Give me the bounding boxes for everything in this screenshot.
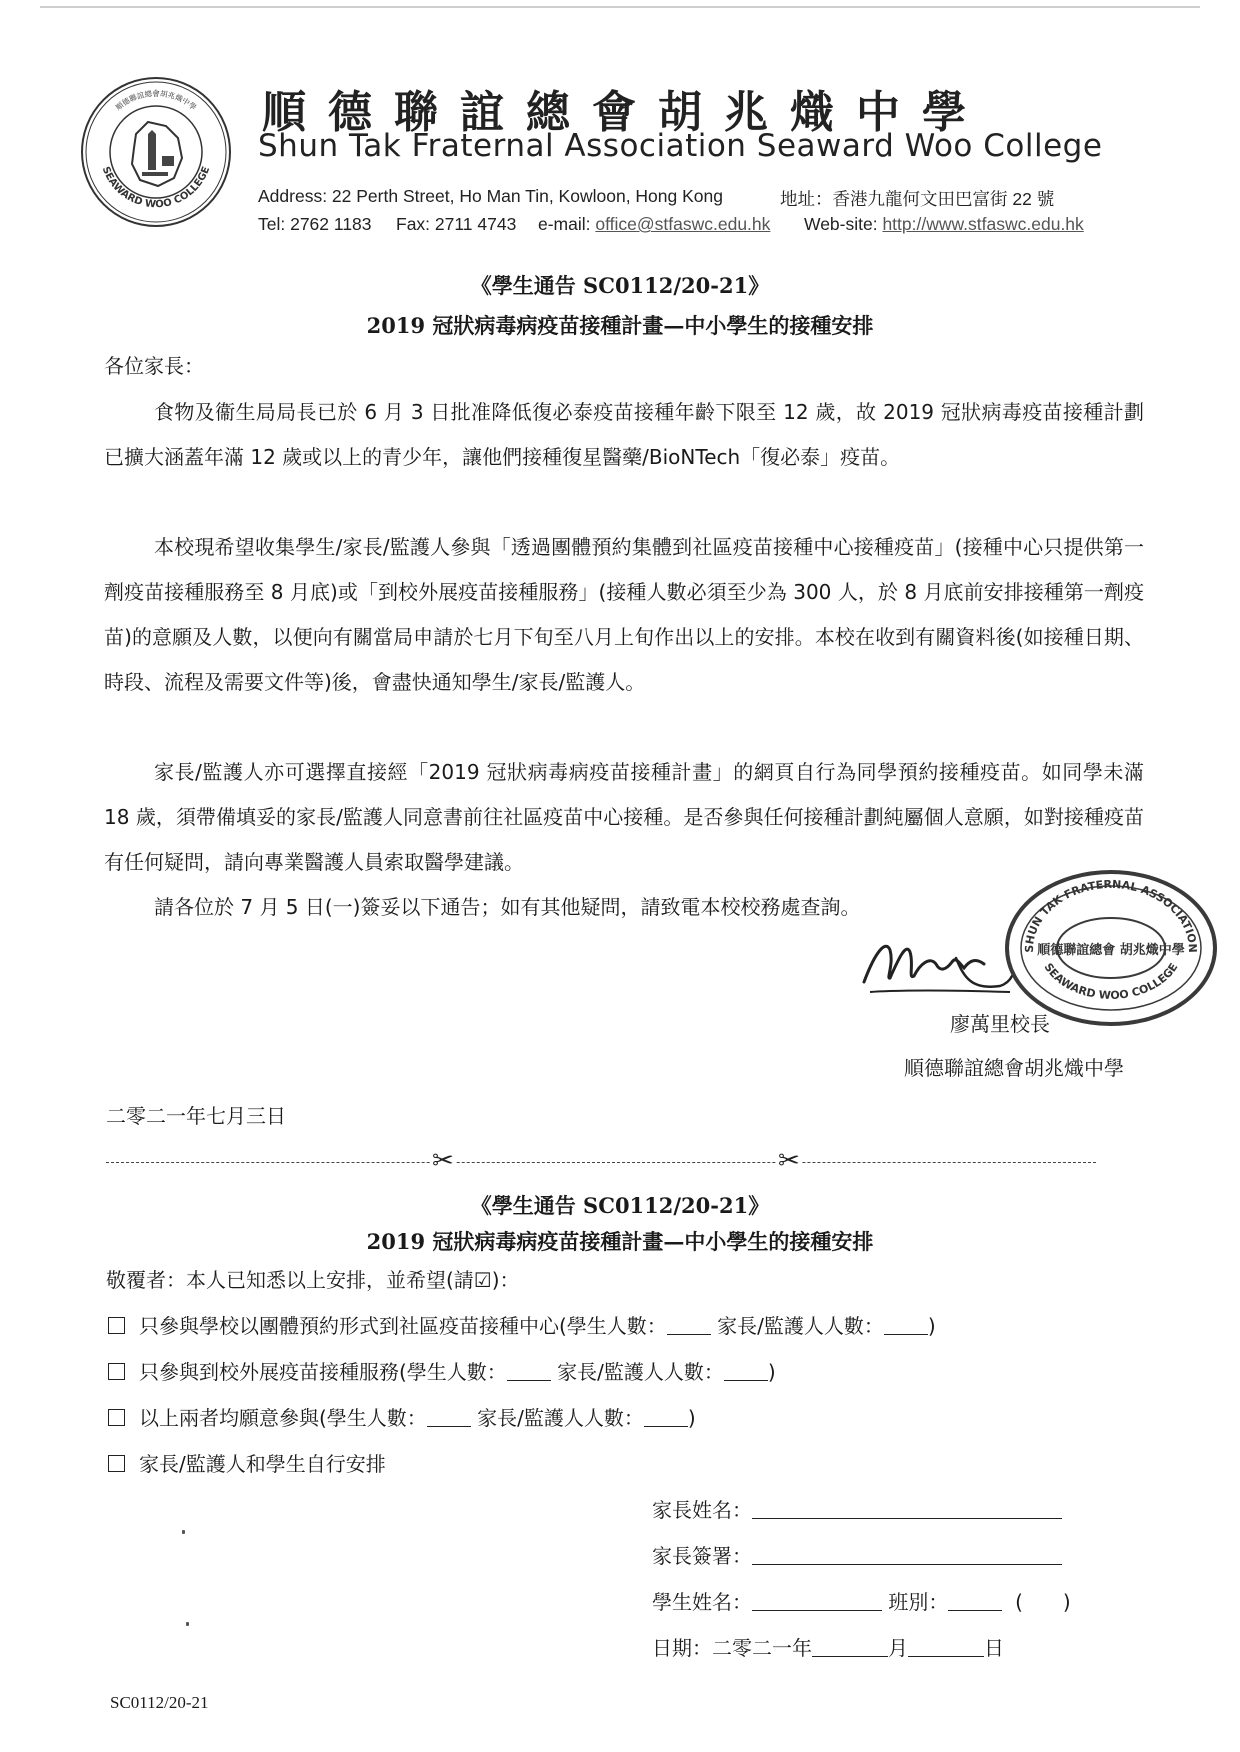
option-2-text: 只參與到校外展疫苗接種服務(學生人數： xyxy=(139,1360,507,1384)
school-crest-logo xyxy=(78,74,234,230)
option-1-parent-label: 家長/監護人人數： xyxy=(710,1314,884,1338)
address-chinese: 地址：香港九龍何文田巴富街 22 號 xyxy=(780,189,1055,209)
parent-signature-label: 家長簽署： xyxy=(652,1544,752,1568)
date-label: 日期：二零二一年 xyxy=(652,1636,812,1660)
website-link[interactable]: http://www.stfaswc.edu.hk xyxy=(882,214,1084,234)
class-label: 班別： xyxy=(888,1590,949,1614)
stamp-text-bottom: SEAWARD WOO COLLEGE xyxy=(1041,960,1181,1003)
option-self-arrange xyxy=(108,1448,386,1477)
footer-code: SC0112/20-21 xyxy=(110,1693,209,1712)
school-name-english: Shun Tak Fraternal Association Seaward Woo College xyxy=(258,128,1103,164)
cut-line xyxy=(106,1162,1096,1163)
paragraph-1 xyxy=(104,390,1144,480)
date-field xyxy=(652,1632,1004,1661)
scissors-icon: ✂ xyxy=(778,1146,800,1176)
email-label: e-mail: xyxy=(538,214,596,234)
month-blank[interactable] xyxy=(812,1638,888,1657)
parent-name-label: 家長姓名： xyxy=(652,1498,752,1522)
option-2-close: ) xyxy=(767,1360,776,1384)
scissors-icon: ✂ xyxy=(432,1146,454,1176)
svg-text:順德聯誼總會胡兆熾中學 xyxy=(113,88,199,112)
parent-count-blank[interactable] xyxy=(644,1408,688,1427)
parent-name-blank[interactable] xyxy=(752,1500,1062,1519)
telephone: Tel: 2762 1183 xyxy=(258,214,372,234)
parent-name-field xyxy=(652,1494,1062,1523)
checkbox[interactable] xyxy=(108,1455,125,1472)
option-3-close: ) xyxy=(687,1406,696,1430)
school-name-chinese: 順德聯誼總會胡兆熾中學 xyxy=(262,87,988,138)
student-name-blank[interactable] xyxy=(752,1592,882,1611)
option-3-parent-label: 家長/監護人人數： xyxy=(470,1406,644,1430)
notice-number: 《學生通告 SC0112/20-21》 xyxy=(470,273,770,298)
parent-signature-blank[interactable] xyxy=(752,1546,1062,1565)
parent-signature-field xyxy=(652,1540,1062,1569)
student-count-blank[interactable] xyxy=(427,1408,471,1427)
logo-text-top: 順德聯誼總會胡兆熾中學 xyxy=(113,89,199,113)
scan-speck xyxy=(186,1622,189,1626)
paragraph-3 xyxy=(104,750,1144,885)
checkbox[interactable] xyxy=(108,1363,125,1380)
option-group-booking xyxy=(108,1310,936,1339)
scan-top-edge xyxy=(40,6,1200,8)
option-both xyxy=(108,1402,696,1431)
parent-count-blank[interactable] xyxy=(884,1316,928,1335)
class-blank[interactable] xyxy=(948,1592,1002,1611)
website-line xyxy=(804,214,1084,235)
option-4-text: 家長/監護人和學生自行安排 xyxy=(139,1452,386,1476)
option-1-close: ) xyxy=(927,1314,936,1338)
month-label: 月 xyxy=(888,1636,908,1660)
checkbox[interactable] xyxy=(108,1409,125,1426)
option-outreach xyxy=(108,1356,776,1385)
reply-notice-number: 《學生通告 SC0112/20-21》 xyxy=(470,1193,770,1218)
student-name-field xyxy=(652,1586,1071,1615)
paragraph-2 xyxy=(104,525,1144,705)
day-blank[interactable] xyxy=(908,1638,984,1657)
notice-date: 二零二一年七月三日 xyxy=(106,1104,286,1128)
paragraph-1-text: 食物及衞生局局長已於 6 月 3 日批准降低復必泰疫苗接種年齡下限至 12 歲，故 2019 冠狀病毒疫苗接種計劃已擴大涵蓋年滿 12 歲或以上的青少年，讓他們接種復星醫藥/BioNTech「復必泰」疫苗。 xyxy=(104,400,1144,469)
principal-name: 廖萬里校長 xyxy=(950,1012,1050,1036)
stamp-text-center: 順德聯誼總會 胡兆熾中學 xyxy=(1037,943,1185,958)
salutation: 各位家長： xyxy=(104,354,204,378)
option-2-parent-label: 家長/監護人人數： xyxy=(550,1360,724,1384)
reply-intro: 敬覆者：本人已知悉以上安排，並希望(請☑)： xyxy=(106,1268,520,1292)
school-sign-off: 順德聯誼總會胡兆熾中學 xyxy=(904,1056,1124,1080)
address-english: Address: 22 Perth Street, Ho Man Tin, Kowloon, Hong Kong xyxy=(258,186,723,206)
parent-count-blank[interactable] xyxy=(724,1362,768,1381)
school-seal-stamp xyxy=(1003,868,1219,1028)
paragraph-4-text: 請各位於 7 月 5 日(一)簽妥以下通告；如有其他疑問，請致電本校校務處查詢。 xyxy=(154,895,861,919)
student-count-blank[interactable] xyxy=(667,1316,711,1335)
day-label: 日 xyxy=(984,1636,1004,1660)
website-label: Web-site: xyxy=(804,214,883,234)
paragraph-3-text: 家長/監護人亦可選擇直接經「2019 冠狀病毒病疫苗接種計畫」的網頁自行為同學預約接種疫苗。如同學未滿 18 歲，須帶備填妥的家長/監護人同意書前往社區疫苗中心接種。是否參與任何接種計劃純屬個人意願，如對接種疫苗有任何疑問，請向專業醫護人員索取醫學建議。 xyxy=(104,760,1144,874)
option-1-text: 只參與學校以團體預約形式到社區疫苗接種中心(學生人數： xyxy=(139,1314,667,1338)
student-name-label: 學生姓名： xyxy=(652,1590,752,1614)
email-line xyxy=(538,214,770,235)
notice-title: 2019 冠狀病毒病疫苗接種計畫—中小學生的接種安排 xyxy=(366,313,874,338)
student-count-blank[interactable] xyxy=(507,1362,551,1381)
reply-title: 2019 冠狀病毒病疫苗接種計畫—中小學生的接種安排 xyxy=(366,1229,874,1254)
fax: Fax: 2711 4743 xyxy=(396,214,517,234)
option-3-text: 以上兩者均願意參與(學生人數： xyxy=(139,1406,427,1430)
principal-signature xyxy=(860,920,1020,1000)
paragraph-2-text: 本校現希望收集學生/家長/監護人參與「透過團體預約集體到社區疫苗接種中心接種疫苗」(接種中心只提供第一劑疫苗接種服務至 8 月底)或「到校外展疫苗接種服務」(接種人數必須至少為 300 人，於 8 月底前安排接種第一劑疫苗)的意願及人數，以便向有關當局申請於七月下旬至八月上旬作出以上的安排。本校在收到有關資料後(如接種日期、時段、流程及需要文件等)後，會盡快通知學生/家長/監護人。 xyxy=(104,535,1144,694)
class-number-paren[interactable]: ( ) xyxy=(1015,1590,1071,1614)
svg-text:SEAWARD WOO COLLEGE xyxy=(1042,961,1181,1002)
svg-text:SEAWARD WOO COLLEGE xyxy=(100,165,213,210)
svg-text:SHUN TAK FRATERNAL ASSOCIATION xyxy=(1023,878,1199,953)
stamp-text-top: SHUN TAK FRATERNAL ASSOCIATION xyxy=(1022,877,1200,953)
logo-text-bottom: SEAWARD WOO COLLEGE xyxy=(99,165,213,211)
email-link[interactable]: office@stfaswc.edu.hk xyxy=(595,214,771,234)
checkbox[interactable] xyxy=(108,1317,125,1334)
scan-speck xyxy=(182,1530,185,1534)
